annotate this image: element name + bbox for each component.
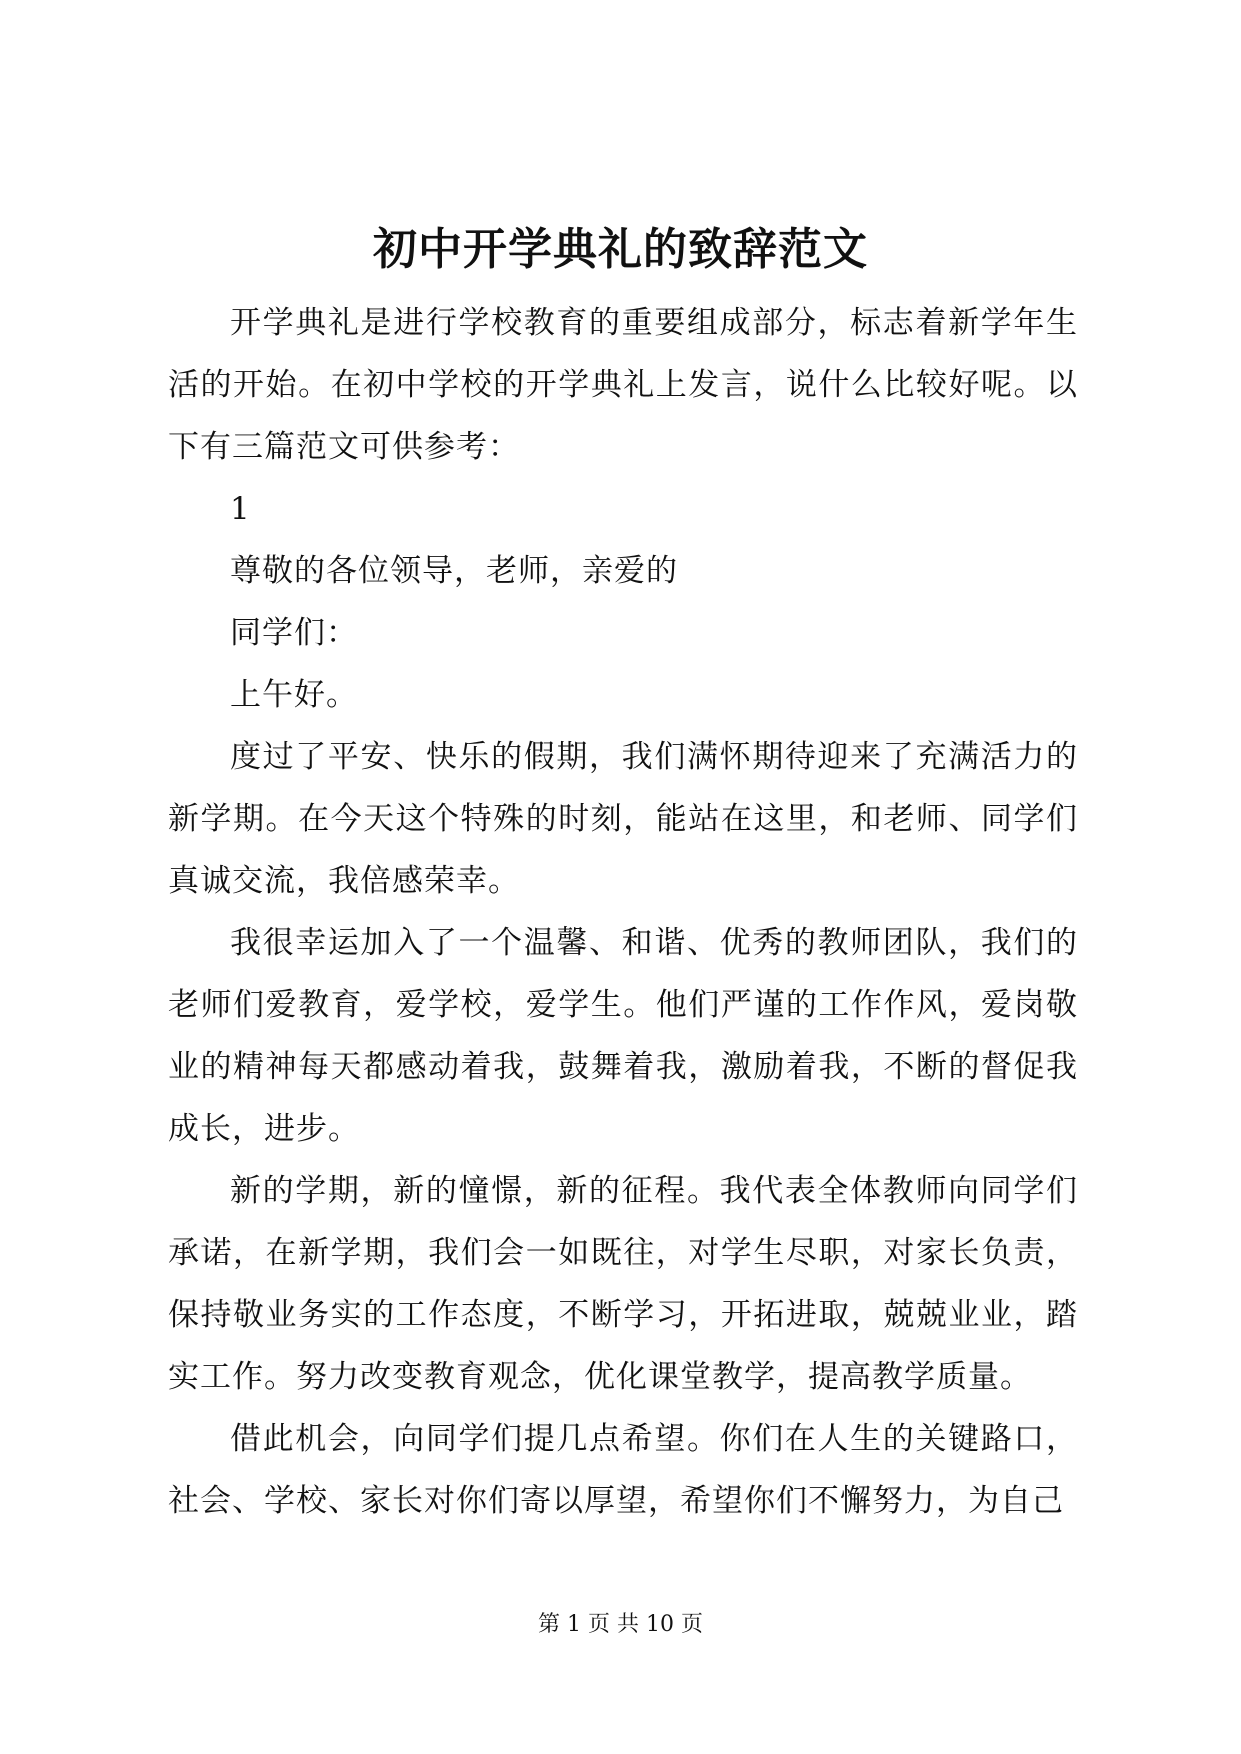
paragraph-intro: 开学典礼是进行学校教育的重要组成部分，标志着新学年生活的开始。在初中学校的开学典礼上发言，说什么比较好呢。以下有三篇范文可供参考： — [168, 305, 1078, 465]
paragraph-body: 借此机会，向同学们提几点希望。你们在人生的关键路口，社会、学校、家长对你们寄以厚望，希望你们不懈努力，为自己 — [168, 1421, 1078, 1519]
paragraph-salutation-cont: 同学们： — [230, 615, 358, 651]
paragraph-section-number: 1 — [230, 491, 251, 527]
paragraph-greeting: 上午好。 — [230, 677, 358, 713]
paragraph-body: 度过了平安、快乐的假期，我们满怀期待迎来了充满活力的新学期。在今天这个特殊的时刻，能站在这里，和老师、同学们真诚交流，我倍感荣幸。 — [168, 739, 1078, 899]
paragraph-salutation: 尊敬的各位领导，老师，亲爱的 — [230, 553, 678, 589]
document-body — [168, 292, 1078, 1532]
page-footer: 第 1 页 共 10 页 — [538, 1612, 703, 1637]
paragraph-body: 我很幸运加入了一个温馨、和谐、优秀的教师团队，我们的老师们爱教育，爱学校，爱学生。他们严谨的工作作风，爱岗敬业的精神每天都感动着我，鼓舞着我，激励着我，不断的督促我成长，进步。 — [168, 925, 1078, 1147]
paragraph-body: 新的学期，新的憧憬，新的征程。我代表全体教师向同学们承诺，在新学期，我们会一如既往，对学生尽职，对家长负责，保持敬业务实的工作态度，不断学习，开拓进取，兢兢业业，踏实工作。努力改变教育观念，优化课堂教学，提高教学质量。 — [168, 1173, 1078, 1395]
document-title: 初中开学典礼的致辞范文 — [373, 224, 868, 275]
